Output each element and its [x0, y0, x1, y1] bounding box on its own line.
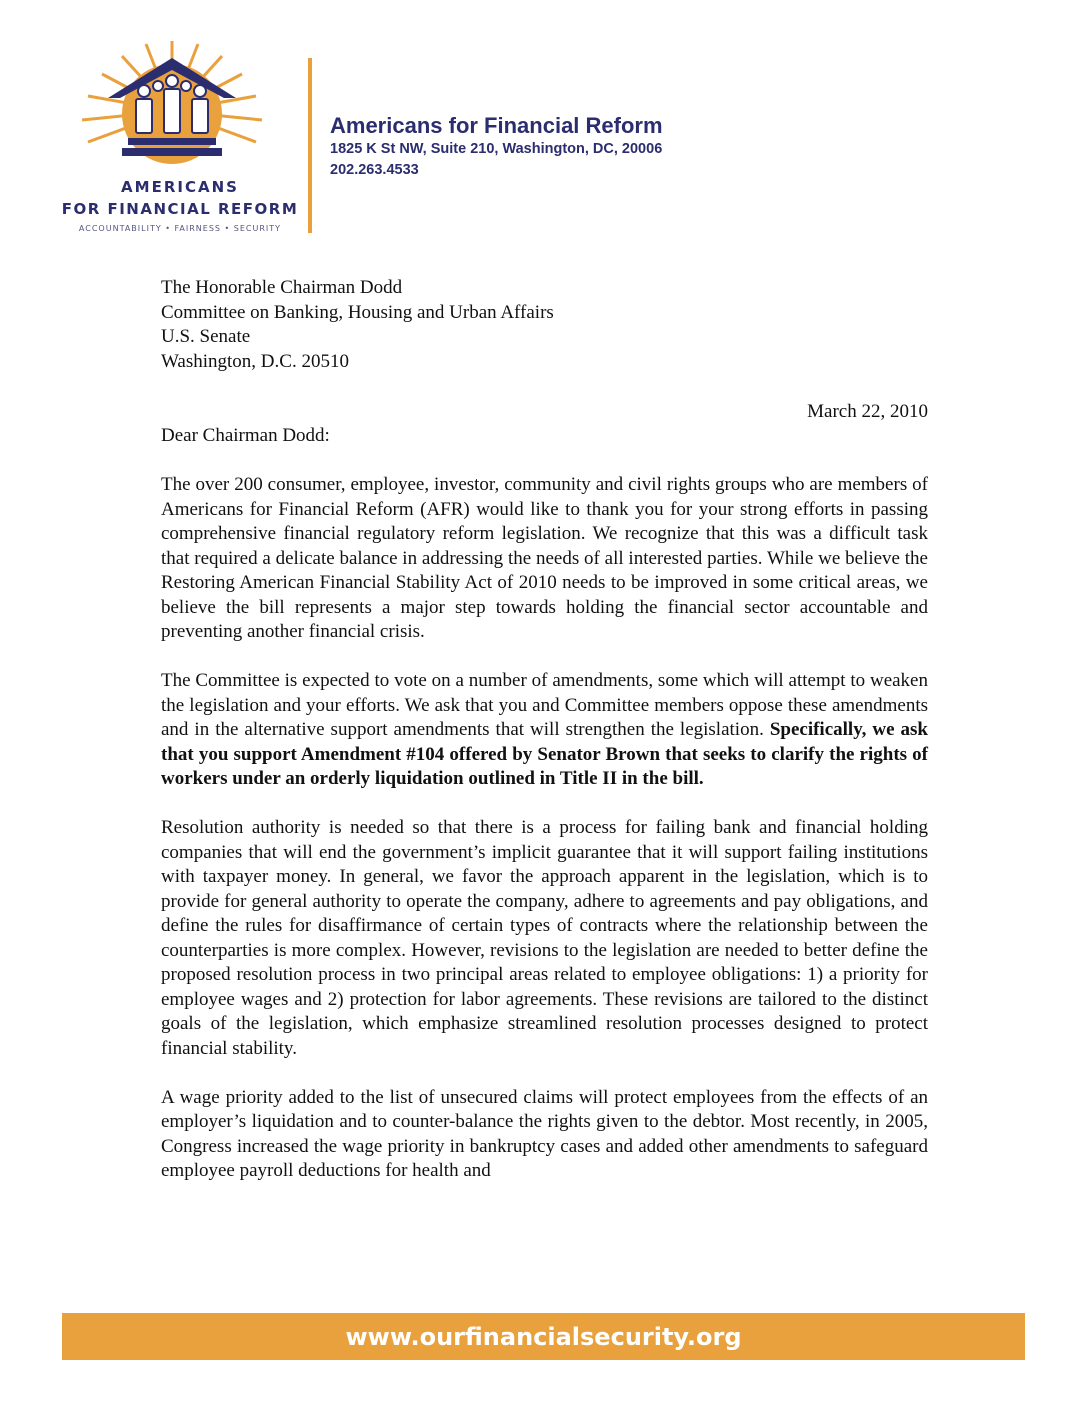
paragraph: The over 200 consumer, employee, investor, community and civil rights groups who are members of Americans for Financial Reform (AFR) would like to thank you for your strong efforts in passing comprehensive financial regulatory reform legislation. We recognize that this was a difficult task that required a delicate balance in addressing the needs of all interested parties. While we believe the Restoring American Financial Stability Act of 2010 needs to be improved in some critical areas, we believe the bill represents a major step towards holding the financial sector accountable and preventing another financial crisis.: [161, 474, 928, 642]
recipient-address: [161, 276, 554, 374]
logo-line-financial-reform: FOR FINANCIAL REFORM: [61, 200, 299, 218]
salutation: Dear Chairman Dodd:: [161, 425, 330, 446]
letter-body: [161, 473, 928, 1184]
bold-request: Specifically, we ask that you support Amendment #104 offered by Senator Brown that seeks to clarify the rights of workers under an orderly liquidation outlined in Title II in the bill.: [161, 719, 928, 789]
org-phone: 202.263.4533: [330, 162, 419, 178]
address-line: The Honorable Chairman Dodd: [161, 277, 403, 298]
logo-line-americans: AMERICANS: [121, 178, 239, 196]
footer-url[interactable]: www.ourfinancialsecurity.org: [345, 1322, 742, 1351]
logo-tagline: ACCOUNTABILITY • FAIRNESS • SECURITY: [78, 224, 282, 233]
letter-date: March 22, 2010: [807, 401, 928, 422]
paragraph: Resolution authority is needed so that there is a process for failing bank and financial holding companies that will end the government’s implicit guarantee that it will support failing institutions with taxpayer money. In general, we favor the approach apparent in the legislation, which is to provide for general authority to operate the company, adhere to agreements and pay obligations, and define the rules for disaffirmance of certain types of contracts where the relationship between the counterparties is more complex. However, revisions to the legislation are needed to better define the proposed resolution process in two principal areas related to employee obligations: 1) a priority for employee wages and 2) protection for labor agreements. These revisions are tailored to the distinct goals of the legislation, which emphasize streamlined resolution processes designed to protect financial stability.: [161, 817, 928, 1059]
header-divider: [308, 58, 312, 233]
address-line: Committee on Banking, Housing and Urban Affairs: [161, 301, 554, 323]
paragraph: [161, 669, 928, 792]
address-line: U.S. Senate: [161, 326, 251, 347]
letterhead-contact: [330, 113, 663, 181]
org-name: Americans for Financial Reform: [330, 113, 663, 138]
org-address: 1825 K St NW, Suite 210, Washington, DC, 20006: [330, 141, 663, 157]
footer-banner: [62, 1313, 1025, 1360]
paragraph-text: The Committee is expected to vote on a number of amendments, some which will attempt to weaken the legislation and your efforts. We ask that you and Committee members oppose these amendments and in the alternative support amendments that will strengthen the legislation.: [161, 670, 928, 740]
afr-logo: [60, 36, 300, 241]
paragraph: A wage priority added to the list of unsecured claims will protect employees from the effects of an employer’s liquidation and to counter-balance the rights given to the debtor. Most recently, in 2005, Congress increased the wage priority in bankruptcy cases and added other amendments to safeguard employee payroll deductions for health and: [161, 1086, 928, 1181]
building-people-sunburst-icon: [60, 36, 300, 176]
address-line: Washington, D.C. 20510: [161, 350, 349, 372]
